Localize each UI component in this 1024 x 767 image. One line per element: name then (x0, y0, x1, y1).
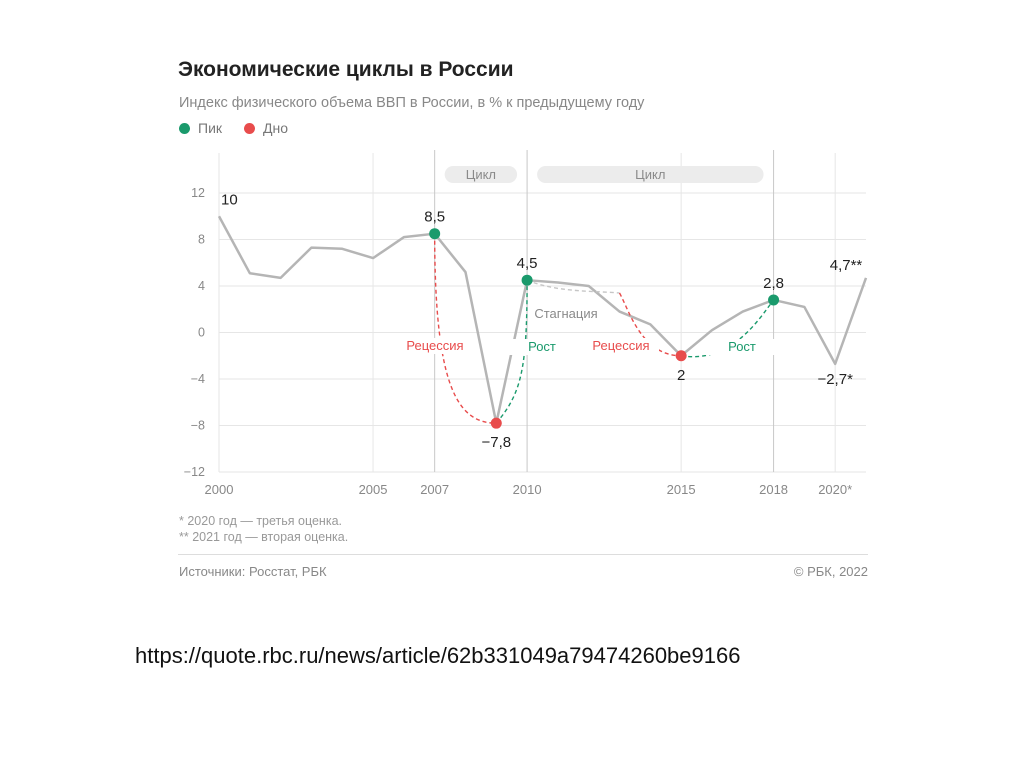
chart-subtitle: Индекс физического объема ВВП в России, в % к предыдущему году (179, 95, 645, 111)
chart-title: Экономические циклы в России (178, 58, 514, 81)
source-url[interactable]: https://quote.rbc.ru/news/article/62b331049a79474260be9166 (135, 643, 741, 668)
point-value-label: −2,7* (817, 370, 853, 388)
trough-value-label: 2 (676, 366, 686, 384)
peak-value-label: 4,5 (516, 255, 538, 273)
cycle-label: Цикл (465, 167, 497, 182)
sources: Источники: Росстат, РБК (179, 564, 327, 579)
recession-curve (435, 234, 497, 423)
footnote-2021: ** 2021 год — вторая оценка. (179, 530, 349, 544)
footnotes (179, 513, 348, 545)
footnote-2020: * 2020 год — третья оценка. (179, 514, 343, 528)
x-tick-label: 2000 (204, 482, 234, 497)
x-tick-label: 2015 (666, 482, 696, 497)
peak-marker (522, 275, 533, 286)
phase-label-recession: Рецессия (592, 338, 650, 353)
phase-label-stagnation: Стагнация (534, 306, 598, 321)
peak-marker (768, 294, 779, 305)
x-tick-label: 2020* (818, 482, 853, 497)
phase-label-growth: Рост (528, 339, 556, 354)
y-tick-label: −8 (190, 418, 205, 433)
copyright: © РБК, 2022 (793, 564, 868, 579)
cycle-label: Цикл (635, 167, 666, 182)
phase-label-recession: Рецессия (406, 338, 464, 353)
y-tick-label: 0 (198, 325, 205, 340)
x-tick-label: 2010 (512, 482, 542, 497)
x-tick-label: 2005 (358, 482, 388, 497)
trough-marker (491, 418, 502, 429)
legend-label-trough: Дно (263, 120, 289, 136)
peak-value-label: 8,5 (424, 208, 446, 226)
peak-value-label: 2,8 (763, 274, 785, 292)
trough-marker (676, 350, 687, 361)
phase-label-growth: Рост (728, 339, 756, 354)
y-tick-label: 8 (198, 232, 205, 247)
footer-divider (178, 554, 868, 555)
x-tick-label: 2007 (420, 482, 450, 497)
trough-value-label: −7,8 (481, 434, 512, 452)
y-tick-label: 12 (191, 186, 205, 200)
point-value-label: 10 (221, 191, 238, 209)
x-tick-label: 2018 (759, 482, 789, 497)
y-tick-label: −12 (183, 465, 205, 479)
peak-marker (429, 228, 440, 239)
y-tick-label: −4 (190, 372, 205, 386)
y-tick-label: 4 (198, 279, 205, 293)
point-value-label: 4,7** (829, 256, 863, 274)
legend-label-peak: Пик (198, 120, 223, 136)
